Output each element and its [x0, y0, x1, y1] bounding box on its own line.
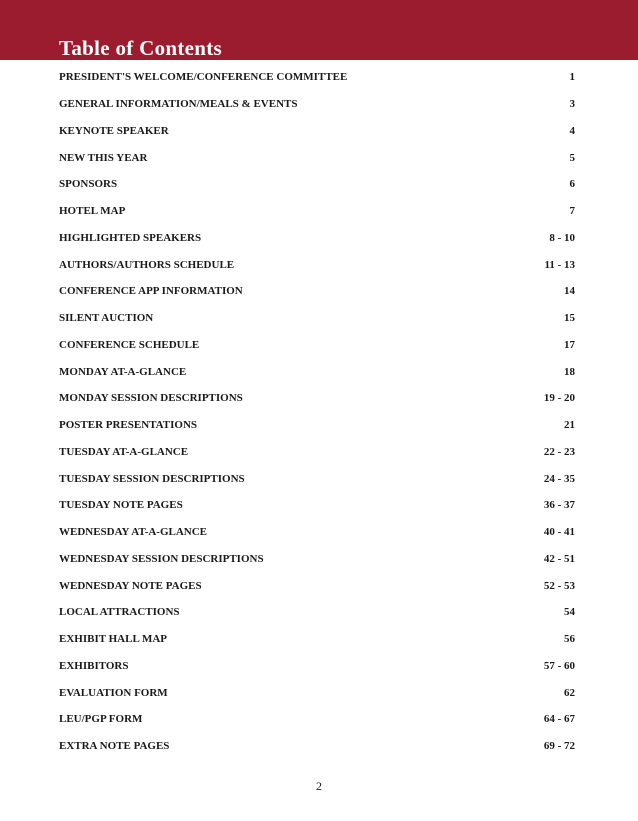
toc-entry-label: LOCAL ATTRACTIONS: [59, 606, 180, 619]
toc-entry-label: WEDNESDAY SESSION DESCRIPTIONS: [59, 552, 264, 565]
toc-entry[interactable]: [59, 546, 579, 573]
toc-entry[interactable]: [59, 519, 579, 546]
toc-entry-page: 4: [569, 124, 575, 137]
toc-entry-label: TUESDAY AT-A-GLANCE: [59, 445, 189, 458]
toc-entry-page: 6: [569, 178, 575, 191]
toc-entry-page: 18: [564, 365, 575, 378]
toc-entry[interactable]: [59, 439, 579, 466]
toc-entry[interactable]: [59, 572, 579, 599]
toc-entry-page: 3: [569, 98, 575, 111]
toc-entry-label: SILENT AUCTION: [59, 312, 154, 325]
toc-entry[interactable]: [59, 64, 579, 91]
toc-entry-label: POSTER PRESENTATIONS: [59, 419, 198, 432]
toc-entry[interactable]: [59, 465, 579, 492]
toc-entry[interactable]: [59, 225, 579, 252]
toc-entry-page: 62: [564, 686, 575, 699]
toc-entry[interactable]: [59, 251, 579, 278]
toc-entry-label: CONFERENCE APP INFORMATION: [59, 285, 243, 298]
toc-entry-page: 54: [564, 606, 575, 619]
toc-entry-label: KEYNOTE SPEAKER: [59, 124, 169, 137]
toc-entry-page: 17: [564, 338, 575, 351]
toc-entry-label: HIGHLIGHTED SPEAKERS: [59, 231, 202, 244]
toc-entry[interactable]: [59, 733, 579, 760]
toc-entry-page: 36 - 37: [543, 499, 575, 512]
toc-entry-page: 24 - 35: [543, 472, 575, 485]
toc-entry[interactable]: [59, 171, 579, 198]
toc-entry-page: 69 - 72: [543, 740, 575, 753]
toc-entry[interactable]: [59, 305, 579, 332]
toc-entry-page: 21: [564, 419, 575, 432]
toc-entry[interactable]: [59, 144, 579, 171]
toc-entry-page: 57 - 60: [543, 659, 575, 672]
toc-entry[interactable]: [59, 278, 579, 305]
toc-entry-label: EVALUATION FORM: [59, 686, 168, 699]
toc-entry-page: 15: [564, 312, 575, 325]
toc-entry-label: EXTRA NOTE PAGES: [59, 740, 170, 753]
toc-entry[interactable]: [59, 198, 579, 225]
toc-entry-page: 42 - 51: [543, 552, 575, 565]
toc-entry[interactable]: [59, 679, 579, 706]
toc-entry-label: GENERAL INFORMATION/MEALS & EVENTS: [59, 98, 298, 111]
toc-entry[interactable]: [59, 385, 579, 412]
toc-entry[interactable]: [59, 599, 579, 626]
toc-entry-label: TUESDAY SESSION DESCRIPTIONS: [59, 472, 245, 485]
toc-entry-page: 22 - 23: [543, 445, 575, 458]
toc-entry-page: 8 - 10: [549, 231, 575, 244]
toc-entry[interactable]: [59, 332, 579, 359]
toc-entry-label: MONDAY SESSION DESCRIPTIONS: [59, 392, 243, 405]
toc-entry[interactable]: [59, 706, 579, 733]
toc-entry-label: NEW THIS YEAR: [59, 151, 148, 164]
toc-entry-page: 19 - 20: [543, 392, 575, 405]
page-number: 2: [316, 779, 322, 793]
toc-entry-label: WEDNESDAY NOTE PAGES: [59, 579, 202, 592]
toc-entry-page: 40 - 41: [543, 526, 575, 539]
toc-entry[interactable]: [59, 653, 579, 680]
toc-entry-page: 11 - 13: [544, 258, 575, 271]
toc-entry-label: HOTEL MAP: [59, 205, 126, 218]
toc-entry-label: LEU/PGP FORM: [59, 713, 143, 726]
toc-entry-page: 64 - 67: [543, 713, 575, 726]
toc-entry[interactable]: [59, 358, 579, 385]
toc-entry-label: CONFERENCE SCHEDULE: [59, 338, 200, 351]
toc-entry[interactable]: [59, 492, 579, 519]
table-of-contents: [59, 64, 579, 760]
toc-entry-label: PRESIDENT'S WELCOME/CONFERENCE COMMITTEE: [59, 71, 348, 84]
toc-entry-page: 7: [569, 205, 575, 218]
toc-entry[interactable]: [59, 118, 579, 145]
toc-entry-page: 1: [569, 71, 575, 84]
toc-entry-label: WEDNESDAY AT-A-GLANCE: [59, 526, 208, 539]
toc-entry-label: EXHIBIT HALL MAP: [59, 633, 167, 646]
page-title: Table of Contents: [59, 36, 223, 60]
toc-entry-label: TUESDAY NOTE PAGES: [59, 499, 183, 512]
toc-entry-label: SPONSORS: [59, 178, 118, 191]
toc-entry-page: 14: [564, 285, 575, 298]
toc-entry-label: AUTHORS/AUTHORS SCHEDULE: [59, 258, 235, 271]
toc-entry-label: MONDAY AT-A-GLANCE: [59, 365, 187, 378]
toc-entry[interactable]: [59, 412, 579, 439]
toc-entry-page: 5: [569, 151, 575, 164]
toc-entry-page: 52 - 53: [543, 579, 575, 592]
toc-entry-label: EXHIBITORS: [59, 659, 129, 672]
toc-entry[interactable]: [59, 626, 579, 653]
toc-entry-page: 56: [564, 633, 575, 646]
toc-entry[interactable]: [59, 91, 579, 118]
